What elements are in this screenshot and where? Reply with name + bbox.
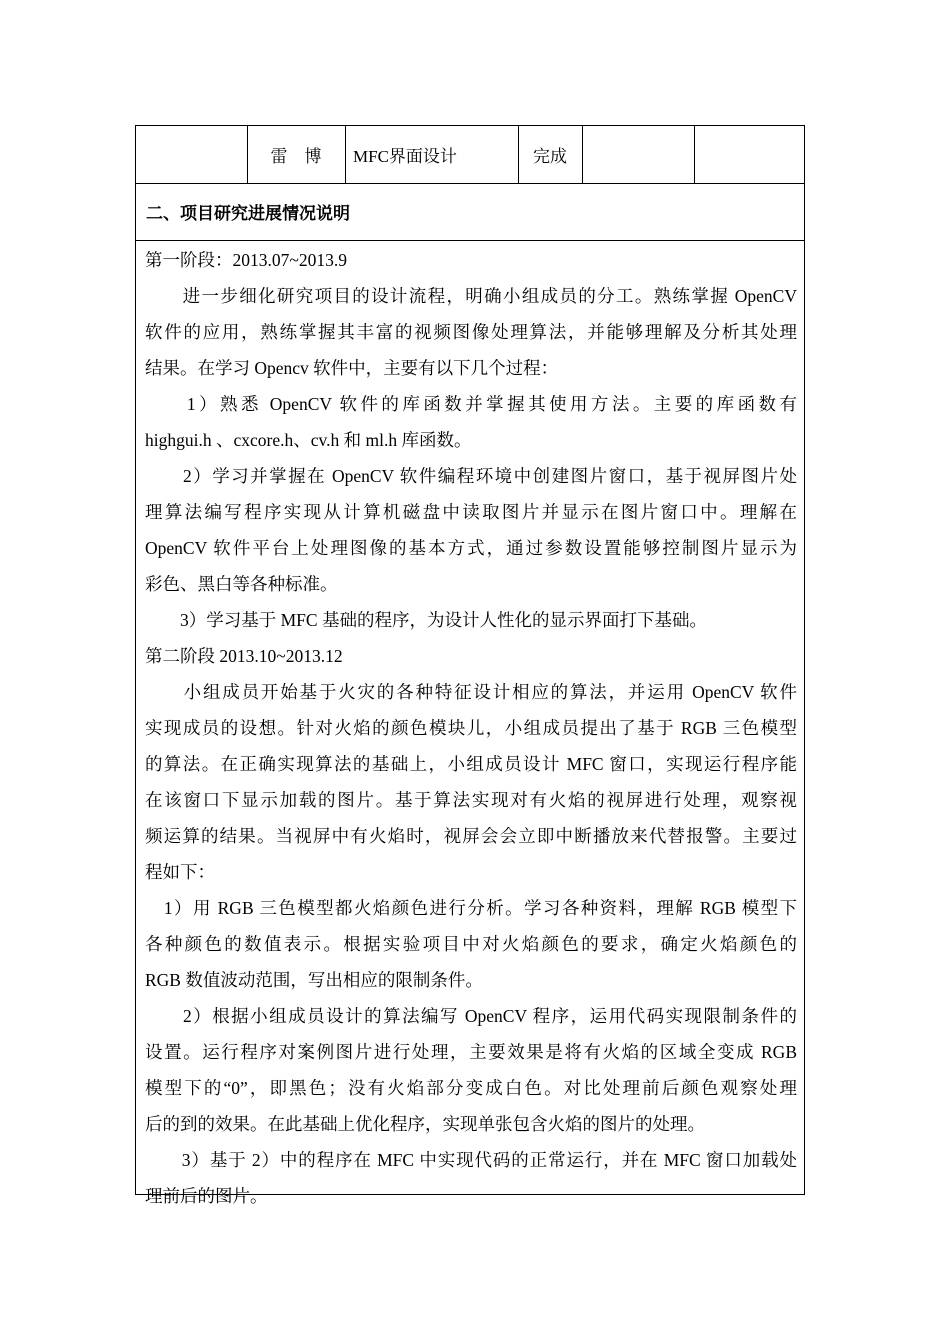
member-name: 雷 博 <box>270 147 322 166</box>
text-line: 软件的应用，熟练掌握其丰富的视频图像处理算法，并能够理解及分析其处理 <box>145 322 797 342</box>
text-line: 进一步细化研究项目的设计流程，明确小组成员的分工。熟练掌握 OpenCV <box>145 286 797 306</box>
text-line: 1）用 RGB 三色模型都火焰颜色进行分析。学习各种资料，理解 RGB 模型下 <box>145 898 797 918</box>
text-line: 理前后的图片。 <box>145 1186 268 1206</box>
text-line: OpenCV 软件平台上处理图像的基本方式，通过参数设置能够控制图片显示为 <box>145 538 797 558</box>
text-line: RGB 数值波动范围，写出相应的限制条件。 <box>145 970 483 990</box>
text-line: 的算法。在正确实现算法的基础上，小组成员设计 MFC 窗口，实现运行程序能 <box>145 754 797 774</box>
text-line: 1）熟悉 OpenCV 软件的库函数并掌握其使用方法。主要的库函数有 <box>145 394 797 414</box>
text-line: 在该窗口下显示加载的图片。基于算法实现对有火焰的视屏进行处理，观察视 <box>145 790 797 810</box>
member-task-row <box>136 126 804 184</box>
text-line: 程如下： <box>145 862 215 882</box>
text-line: 第二阶段 2013.10~2013.12 <box>145 646 343 666</box>
text-line: 实现成员的设想。针对火焰的颜色模块儿，小组成员提出了基于 RGB 三色模型 <box>145 718 797 738</box>
text-line: highgui.h 、cxcore.h、cv.h 和 ml.h 库函数。 <box>145 430 472 450</box>
section-title: 二、项目研究进展情况说明 <box>146 204 350 224</box>
text-line: 3）学习基于 MFC 基础的程序，为设计人性化的显示界面打下基础。 <box>145 610 707 630</box>
text-line: 频运算的结果。当视屏中有火焰时，视屏会会立即中断播放来代替报警。主要过 <box>145 826 797 846</box>
progress-report-table <box>135 125 805 1206</box>
task-name: MFC界面设计 <box>353 147 457 166</box>
text-line: 理算法编写程序实现从计算机磁盘中读取图片并显示在图片窗口中。理解在 <box>145 502 797 522</box>
text-line: 小组成员开始基于火灾的各种特征设计相应的算法，并运用 OpenCV 软件 <box>145 682 797 702</box>
text-line: 彩色、黑白等各种标准。 <box>145 574 338 594</box>
text-line: 第一阶段：2013.07~2013.9 <box>145 250 347 270</box>
text-line: 结果。在学习 Opencv 软件中，主要有以下几个过程： <box>145 358 559 378</box>
section-heading-row <box>136 183 804 241</box>
text-line: 后的到的效果。在此基础上优化程序，实现单张包含火焰的图片的处理。 <box>145 1114 705 1134</box>
text-line: 3）基于 2）中的程序在 MFC 中实现代码的正常运行，并在 MFC 窗口加载处 <box>145 1150 797 1170</box>
task-status: 完成 <box>533 147 567 166</box>
progress-description <box>145 242 797 1214</box>
text-line: 2）根据小组成员设计的算法编写 OpenCV 程序，运用代码实现限制条件的 <box>145 1006 797 1026</box>
cell-divider <box>582 126 583 183</box>
text-line: 设置。运行程序对案例图片进行处理，主要效果是将有火焰的区域全变成 RGB <box>145 1042 797 1062</box>
text-line: 模型下的“0”，即黑色；没有火焰部分变成白色。对比处理前后颜色观察处理 <box>145 1078 797 1098</box>
text-line: 2）学习并掌握在 OpenCV 软件编程环境中创建图片窗口，基于视屏图片处 <box>145 466 797 486</box>
cell-divider <box>694 126 695 183</box>
text-line: 各种颜色的数值表示。根据实验项目中对火焰颜色的要求，确定火焰颜色的 <box>145 934 797 954</box>
